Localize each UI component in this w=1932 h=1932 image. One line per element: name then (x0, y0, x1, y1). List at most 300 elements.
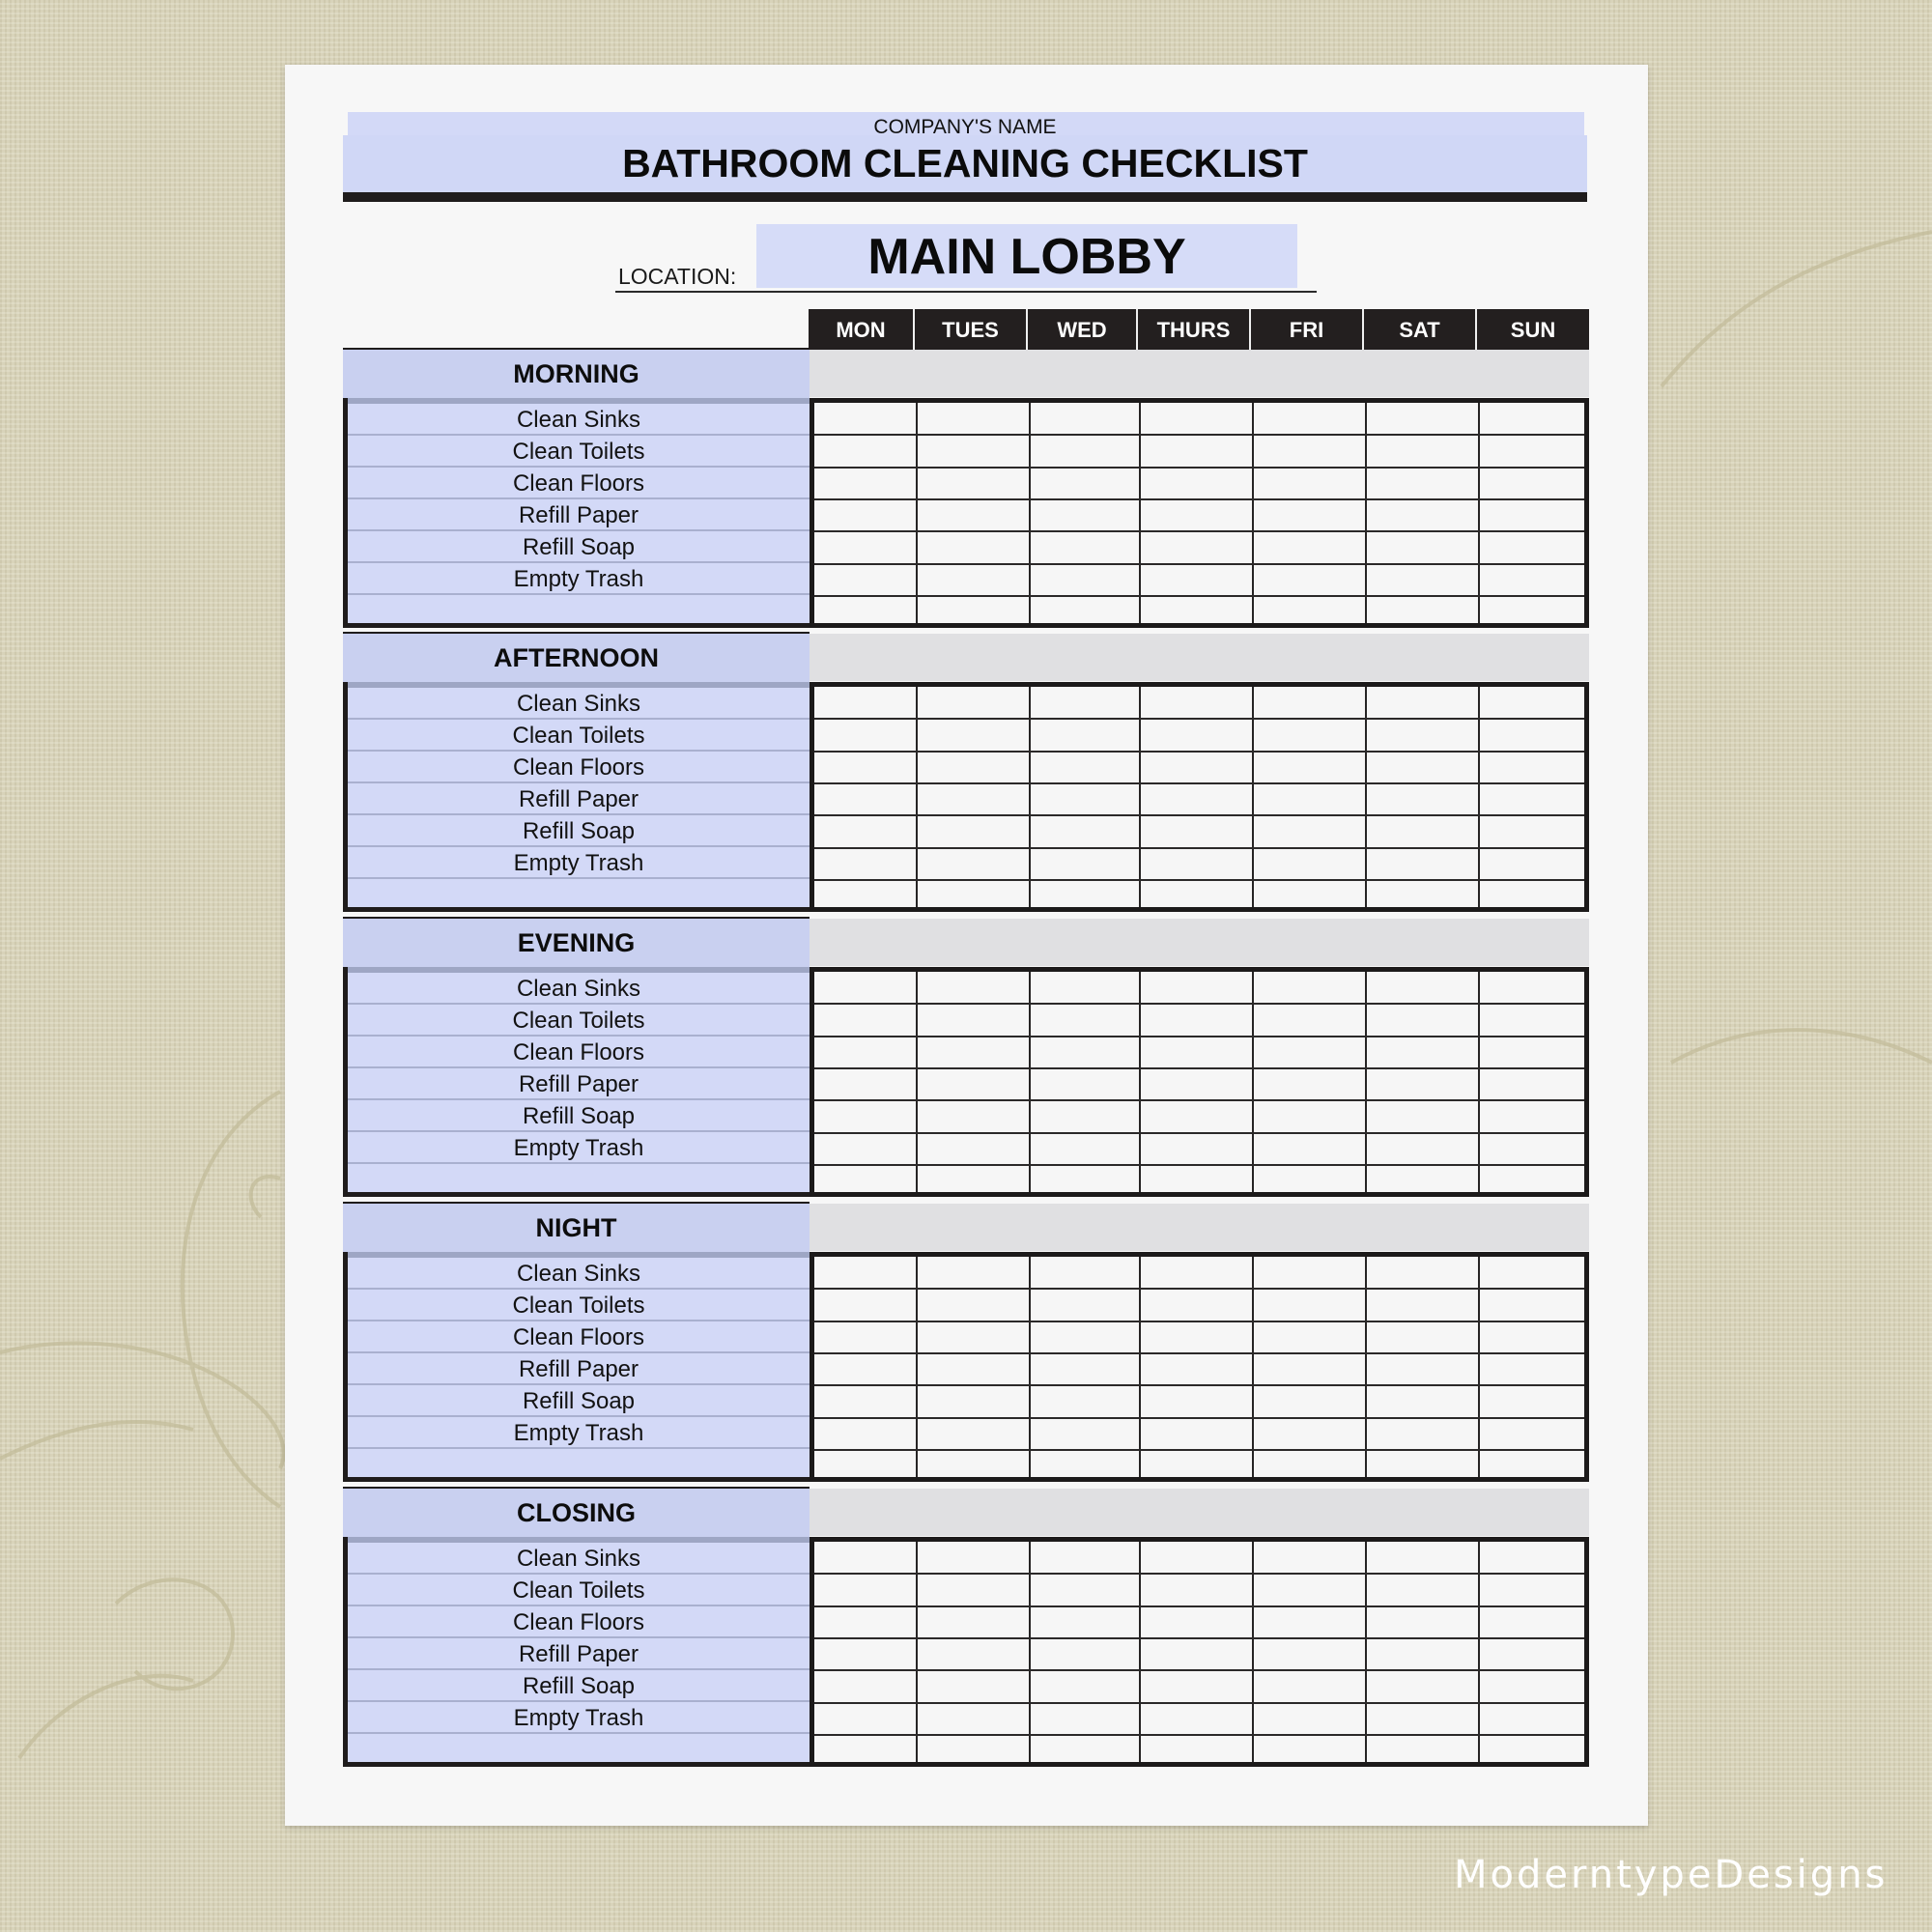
task-label: Clean Floors (348, 468, 810, 499)
check-cell-mon[interactable] (816, 565, 919, 594)
check-cell-tues[interactable] (918, 1543, 1027, 1572)
check-cell-fri[interactable] (1254, 597, 1363, 626)
check-cell-wed[interactable] (1031, 597, 1137, 626)
check-cell-mon[interactable] (816, 1639, 919, 1668)
check-cell-sun[interactable] (1480, 1005, 1577, 1034)
check-cell-mon[interactable] (816, 1704, 919, 1733)
check-cell-mon[interactable] (816, 753, 919, 781)
task-label-blank (348, 879, 810, 911)
check-cell-fri[interactable] (1254, 1166, 1363, 1195)
check-cell-thurs[interactable] (1141, 1704, 1250, 1733)
check-cell-wed[interactable] (1031, 1451, 1137, 1480)
check-cell-tues[interactable] (918, 881, 1027, 910)
check-cell-thurs[interactable] (1141, 1069, 1250, 1098)
task-label: Empty Trash (348, 847, 810, 879)
check-cell-wed[interactable] (1031, 1671, 1137, 1700)
location-field[interactable]: MAIN LOBBY (867, 229, 1186, 285)
check-cell-fri[interactable] (1254, 753, 1363, 781)
check-cell-sat[interactable] (1367, 1290, 1476, 1319)
check-cell-wed[interactable] (1031, 1704, 1137, 1733)
check-cell-thurs[interactable] (1141, 597, 1250, 626)
check-cell-sun[interactable] (1480, 784, 1577, 813)
check-cell-sat[interactable] (1367, 1069, 1476, 1098)
check-cell-wed[interactable] (1031, 1322, 1137, 1351)
task-label: Clean Toilets (348, 720, 810, 752)
check-cell-sun[interactable] (1480, 1354, 1577, 1383)
check-cell-fri[interactable] (1254, 1101, 1363, 1130)
check-cell-fri[interactable] (1254, 1322, 1363, 1351)
check-cell-thurs[interactable] (1141, 565, 1250, 594)
check-cell-mon[interactable] (816, 1451, 919, 1480)
check-cell-thurs[interactable] (1141, 500, 1250, 529)
check-cell-wed[interactable] (1031, 1037, 1137, 1066)
section-morning (343, 348, 1589, 630)
check-cell-fri[interactable] (1254, 973, 1363, 1002)
check-cell-tues[interactable] (918, 753, 1027, 781)
check-cell-tues[interactable] (918, 1354, 1027, 1383)
location-underline (615, 291, 1317, 293)
check-cell-wed[interactable] (1031, 784, 1137, 813)
check-cell-sun[interactable] (1480, 1290, 1577, 1319)
check-cell-wed[interactable] (1031, 881, 1137, 910)
task-label: Clean Sinks (348, 1543, 810, 1575)
task-label: Empty Trash (348, 1702, 810, 1734)
check-cell-tues[interactable] (918, 469, 1027, 497)
check-cell-tues[interactable] (918, 1134, 1027, 1163)
task-label: Clean Sinks (348, 973, 810, 1005)
check-grid (810, 682, 1589, 912)
company-name[interactable]: COMPANY'S NAME (873, 116, 1057, 138)
check-cell-mon[interactable] (816, 1543, 919, 1572)
task-label: Refill Soap (348, 1100, 810, 1132)
check-cell-wed[interactable] (1031, 1639, 1137, 1668)
check-cell-tues[interactable] (918, 1639, 1027, 1668)
check-cell-wed[interactable] (1031, 1258, 1137, 1287)
check-cell-wed[interactable] (1031, 849, 1137, 878)
check-cell-tues[interactable] (918, 1069, 1027, 1098)
check-cell-mon[interactable] (816, 1166, 919, 1195)
check-cell-fri[interactable] (1254, 500, 1363, 529)
check-cell-sun[interactable] (1480, 816, 1577, 845)
check-cell-sun[interactable] (1480, 1069, 1577, 1098)
check-cell-tues[interactable] (918, 720, 1027, 749)
check-cell-thurs[interactable] (1141, 881, 1250, 910)
check-cell-wed[interactable] (1031, 1736, 1137, 1765)
check-cell-tues[interactable] (918, 1607, 1027, 1636)
check-cell-sun[interactable] (1480, 1543, 1577, 1572)
day-header-tues: TUES (915, 309, 1028, 351)
check-cell-mon[interactable] (816, 1290, 919, 1319)
task-label: Clean Floors (348, 752, 810, 783)
check-cell-sat[interactable] (1367, 1736, 1476, 1765)
check-cell-sun[interactable] (1480, 688, 1577, 717)
section-afternoon (343, 632, 1589, 914)
check-cell-sun[interactable] (1480, 1166, 1577, 1195)
check-cell-thurs[interactable] (1141, 1290, 1250, 1319)
check-cell-mon[interactable] (816, 881, 919, 910)
check-cell-tues[interactable] (918, 436, 1027, 465)
check-cell-thurs[interactable] (1141, 1037, 1250, 1066)
check-cell-tues[interactable] (918, 1671, 1027, 1700)
check-cell-mon[interactable] (816, 1419, 919, 1448)
check-cell-thurs[interactable] (1141, 1639, 1250, 1668)
check-cell-sun[interactable] (1480, 753, 1577, 781)
check-cell-wed[interactable] (1031, 1005, 1137, 1034)
check-cell-thurs[interactable] (1141, 404, 1250, 433)
check-cell-mon[interactable] (816, 404, 919, 433)
header-divider-bar (343, 192, 1587, 202)
task-label: Refill Paper (348, 1353, 810, 1385)
check-cell-sat[interactable] (1367, 688, 1476, 717)
section-gray-band (810, 1204, 1589, 1251)
check-cell-sat[interactable] (1367, 1101, 1476, 1130)
check-cell-mon[interactable] (816, 532, 919, 561)
check-cell-mon[interactable] (816, 1322, 919, 1351)
check-cell-wed[interactable] (1031, 404, 1137, 433)
check-cell-tues[interactable] (918, 532, 1027, 561)
check-cell-wed[interactable] (1031, 1419, 1137, 1448)
check-cell-tues[interactable] (918, 1166, 1027, 1195)
check-cell-sat[interactable] (1367, 1704, 1476, 1733)
section-gray-band (810, 919, 1589, 966)
task-label: Clean Floors (348, 1606, 810, 1638)
check-cell-sun[interactable] (1480, 1639, 1577, 1668)
check-cell-tues[interactable] (918, 784, 1027, 813)
check-cell-sat[interactable] (1367, 1258, 1476, 1287)
check-cell-thurs[interactable] (1141, 1134, 1250, 1163)
check-cell-wed[interactable] (1031, 816, 1137, 845)
check-cell-tues[interactable] (918, 816, 1027, 845)
check-cell-fri[interactable] (1254, 881, 1363, 910)
check-cell-sat[interactable] (1367, 753, 1476, 781)
check-cell-sun[interactable] (1480, 1736, 1577, 1765)
check-cell-tues[interactable] (918, 1575, 1027, 1604)
check-cell-sat[interactable] (1367, 597, 1476, 626)
check-cell-sat[interactable] (1367, 1419, 1476, 1448)
check-cell-sat[interactable] (1367, 500, 1476, 529)
check-cell-fri[interactable] (1254, 784, 1363, 813)
check-cell-fri[interactable] (1254, 816, 1363, 845)
check-cell-fri[interactable] (1254, 849, 1363, 878)
section-gray-band (810, 634, 1589, 681)
check-cell-thurs[interactable] (1141, 1166, 1250, 1195)
check-cell-sat[interactable] (1367, 816, 1476, 845)
check-cell-sat[interactable] (1367, 1037, 1476, 1066)
check-cell-sat[interactable] (1367, 1005, 1476, 1034)
check-cell-sun[interactable] (1480, 532, 1577, 561)
check-cell-thurs[interactable] (1141, 816, 1250, 845)
section-title: AFTERNOON (494, 643, 659, 672)
check-cell-fri[interactable] (1254, 1607, 1363, 1636)
check-cell-mon[interactable] (816, 1354, 919, 1383)
check-cell-thurs[interactable] (1141, 753, 1250, 781)
check-cell-mon[interactable] (816, 1005, 919, 1034)
check-cell-sat[interactable] (1367, 1386, 1476, 1415)
check-cell-tues[interactable] (918, 1101, 1027, 1130)
check-cell-sun[interactable] (1480, 1258, 1577, 1287)
check-cell-sun[interactable] (1480, 1322, 1577, 1351)
check-cell-mon[interactable] (816, 849, 919, 878)
check-cell-tues[interactable] (918, 1005, 1027, 1034)
check-cell-thurs[interactable] (1141, 1607, 1250, 1636)
check-cell-mon[interactable] (816, 973, 919, 1002)
check-cell-tues[interactable] (918, 1451, 1027, 1480)
check-cell-sun[interactable] (1480, 1134, 1577, 1163)
check-cell-fri[interactable] (1254, 404, 1363, 433)
task-label: Clean Toilets (348, 1575, 810, 1606)
check-cell-thurs[interactable] (1141, 784, 1250, 813)
check-cell-thurs[interactable] (1141, 469, 1250, 497)
day-header-row (809, 309, 1589, 351)
check-cell-sat[interactable] (1367, 1354, 1476, 1383)
check-grid (810, 398, 1589, 628)
check-cell-mon[interactable] (816, 1386, 919, 1415)
task-label-blank (348, 1164, 810, 1196)
check-cell-fri[interactable] (1254, 1671, 1363, 1700)
check-cell-tues[interactable] (918, 597, 1027, 626)
task-label: Clean Sinks (348, 688, 810, 720)
check-cell-wed[interactable] (1031, 1575, 1137, 1604)
task-label: Refill Soap (348, 815, 810, 847)
task-label: Clean Toilets (348, 1005, 810, 1037)
check-cell-mon[interactable] (816, 720, 919, 749)
task-label: Refill Paper (348, 783, 810, 815)
check-cell-fri[interactable] (1254, 469, 1363, 497)
check-cell-sat[interactable] (1367, 1607, 1476, 1636)
check-cell-mon[interactable] (816, 688, 919, 717)
check-cell-sun[interactable] (1480, 565, 1577, 594)
check-cell-thurs[interactable] (1141, 1736, 1250, 1765)
check-cell-fri[interactable] (1254, 1543, 1363, 1572)
task-label: Clean Toilets (348, 1290, 810, 1321)
check-cell-thurs[interactable] (1141, 1258, 1250, 1287)
check-cell-thurs[interactable] (1141, 436, 1250, 465)
check-cell-mon[interactable] (816, 1069, 919, 1098)
check-cell-fri[interactable] (1254, 1639, 1363, 1668)
check-cell-thurs[interactable] (1141, 849, 1250, 878)
check-cell-sat[interactable] (1367, 565, 1476, 594)
task-label: Clean Floors (348, 1321, 810, 1353)
check-cell-wed[interactable] (1031, 1166, 1137, 1195)
check-cell-tues[interactable] (918, 1322, 1027, 1351)
check-cell-wed[interactable] (1031, 1101, 1137, 1130)
check-cell-thurs[interactable] (1141, 532, 1250, 561)
check-cell-wed[interactable] (1031, 1543, 1137, 1572)
check-cell-wed[interactable] (1031, 1386, 1137, 1415)
check-cell-tues[interactable] (918, 973, 1027, 1002)
check-cell-mon[interactable] (816, 500, 919, 529)
check-cell-fri[interactable] (1254, 1736, 1363, 1765)
section-closing (343, 1487, 1589, 1769)
check-cell-mon[interactable] (816, 1575, 919, 1604)
check-cell-sat[interactable] (1367, 720, 1476, 749)
check-cell-fri[interactable] (1254, 1386, 1363, 1415)
section-title: MORNING (513, 359, 639, 388)
check-cell-sat[interactable] (1367, 1575, 1476, 1604)
check-cell-sun[interactable] (1480, 1451, 1577, 1480)
check-cell-wed[interactable] (1031, 565, 1137, 594)
check-cell-sat[interactable] (1367, 1451, 1476, 1480)
check-cell-sun[interactable] (1480, 1575, 1577, 1604)
task-label-blank (348, 1734, 810, 1766)
check-cell-thurs[interactable] (1141, 1101, 1250, 1130)
check-cell-mon[interactable] (816, 469, 919, 497)
check-cell-tues[interactable] (918, 688, 1027, 717)
check-cell-sat[interactable] (1367, 881, 1476, 910)
check-cell-fri[interactable] (1254, 1290, 1363, 1319)
section-title: EVENING (517, 928, 636, 957)
check-cell-tues[interactable] (918, 1419, 1027, 1448)
check-cell-sun[interactable] (1480, 1037, 1577, 1066)
check-cell-fri[interactable] (1254, 1134, 1363, 1163)
check-cell-mon[interactable] (816, 436, 919, 465)
check-cell-sun[interactable] (1480, 1671, 1577, 1700)
check-cell-tues[interactable] (918, 404, 1027, 433)
check-cell-sun[interactable] (1480, 597, 1577, 626)
check-cell-sun[interactable] (1480, 469, 1577, 497)
check-cell-wed[interactable] (1031, 688, 1137, 717)
check-cell-fri[interactable] (1254, 532, 1363, 561)
check-cell-wed[interactable] (1031, 1069, 1137, 1098)
check-cell-wed[interactable] (1031, 1354, 1137, 1383)
check-cell-mon[interactable] (816, 1671, 919, 1700)
task-label-blank (348, 595, 810, 627)
check-cell-wed[interactable] (1031, 753, 1137, 781)
check-cell-sat[interactable] (1367, 1166, 1476, 1195)
check-cell-fri[interactable] (1254, 688, 1363, 717)
check-cell-mon[interactable] (816, 1258, 919, 1287)
check-cell-sun[interactable] (1480, 1419, 1577, 1448)
check-cell-sat[interactable] (1367, 784, 1476, 813)
check-cell-sun[interactable] (1480, 1101, 1577, 1130)
check-cell-tues[interactable] (918, 1258, 1027, 1287)
check-cell-tues[interactable] (918, 1290, 1027, 1319)
check-cell-fri[interactable] (1254, 1419, 1363, 1448)
check-cell-sun[interactable] (1480, 973, 1577, 1002)
check-cell-tues[interactable] (918, 1736, 1027, 1765)
check-cell-sun[interactable] (1480, 404, 1577, 433)
check-cell-thurs[interactable] (1141, 1575, 1250, 1604)
section-gray-band (810, 1489, 1589, 1536)
check-cell-thurs[interactable] (1141, 1419, 1250, 1448)
check-cell-fri[interactable] (1254, 1575, 1363, 1604)
check-cell-sun[interactable] (1480, 1607, 1577, 1636)
check-cell-sun[interactable] (1480, 436, 1577, 465)
check-cell-wed[interactable] (1031, 1290, 1137, 1319)
check-cell-fri[interactable] (1254, 436, 1363, 465)
check-cell-thurs[interactable] (1141, 720, 1250, 749)
check-cell-tues[interactable] (918, 500, 1027, 529)
check-cell-sat[interactable] (1367, 1322, 1476, 1351)
check-cell-sat[interactable] (1367, 1639, 1476, 1668)
check-cell-mon[interactable] (816, 816, 919, 845)
check-cell-mon[interactable] (816, 784, 919, 813)
check-cell-sat[interactable] (1367, 1671, 1476, 1700)
check-cell-wed[interactable] (1031, 973, 1137, 1002)
check-cell-thurs[interactable] (1141, 688, 1250, 717)
section-title: CLOSING (516, 1498, 636, 1527)
check-cell-thurs[interactable] (1141, 1322, 1250, 1351)
location-label: LOCATION: (618, 264, 737, 289)
check-cell-wed[interactable] (1031, 1134, 1137, 1163)
section-night (343, 1202, 1589, 1484)
task-label: Refill Soap (348, 1670, 810, 1702)
check-cell-fri[interactable] (1254, 1354, 1363, 1383)
check-cell-fri[interactable] (1254, 1704, 1363, 1733)
check-cell-sat[interactable] (1367, 1134, 1476, 1163)
check-cell-mon[interactable] (816, 1736, 919, 1765)
check-cell-sat[interactable] (1367, 1543, 1476, 1572)
check-cell-mon[interactable] (816, 597, 919, 626)
check-cell-thurs[interactable] (1141, 1671, 1250, 1700)
check-cell-thurs[interactable] (1141, 973, 1250, 1002)
check-cell-wed[interactable] (1031, 469, 1137, 497)
check-cell-sun[interactable] (1480, 1704, 1577, 1733)
check-cell-mon[interactable] (816, 1134, 919, 1163)
check-cell-tues[interactable] (918, 1037, 1027, 1066)
check-cell-fri[interactable] (1254, 565, 1363, 594)
check-cell-wed[interactable] (1031, 532, 1137, 561)
check-cell-sun[interactable] (1480, 881, 1577, 910)
check-cell-wed[interactable] (1031, 436, 1137, 465)
check-cell-wed[interactable] (1031, 500, 1137, 529)
section-evening (343, 917, 1589, 1199)
check-cell-fri[interactable] (1254, 1005, 1363, 1034)
check-cell-sun[interactable] (1480, 720, 1577, 749)
check-cell-sun[interactable] (1480, 1386, 1577, 1415)
check-grid (810, 1252, 1589, 1482)
check-cell-sun[interactable] (1480, 849, 1577, 878)
day-header-mon: MON (809, 309, 915, 351)
check-cell-mon[interactable] (816, 1037, 919, 1066)
section-title: NIGHT (535, 1213, 617, 1242)
task-label: Clean Floors (348, 1037, 810, 1068)
check-cell-wed[interactable] (1031, 720, 1137, 749)
check-cell-thurs[interactable] (1141, 1354, 1250, 1383)
check-cell-tues[interactable] (918, 1704, 1027, 1733)
task-label: Refill Paper (348, 1068, 810, 1100)
check-grid (810, 1537, 1589, 1767)
check-cell-mon[interactable] (816, 1607, 919, 1636)
task-label: Clean Toilets (348, 436, 810, 468)
check-cell-fri[interactable] (1254, 1258, 1363, 1287)
check-cell-sat[interactable] (1367, 404, 1476, 433)
check-cell-sat[interactable] (1367, 532, 1476, 561)
check-cell-fri[interactable] (1254, 1037, 1363, 1066)
check-cell-sat[interactable] (1367, 849, 1476, 878)
check-cell-thurs[interactable] (1141, 1451, 1250, 1480)
check-cell-fri[interactable] (1254, 1451, 1363, 1480)
check-cell-sun[interactable] (1480, 500, 1577, 529)
check-cell-sat[interactable] (1367, 973, 1476, 1002)
check-cell-thurs[interactable] (1141, 1005, 1250, 1034)
check-cell-tues[interactable] (918, 565, 1027, 594)
task-label: Empty Trash (348, 1132, 810, 1164)
check-cell-thurs[interactable] (1141, 1386, 1250, 1415)
check-cell-mon[interactable] (816, 1101, 919, 1130)
check-cell-tues[interactable] (918, 1386, 1027, 1415)
day-header-sun: SUN (1510, 318, 1556, 342)
day-header-wed: WED (1028, 309, 1138, 351)
check-cell-tues[interactable] (918, 849, 1027, 878)
check-cell-fri[interactable] (1254, 720, 1363, 749)
check-cell-fri[interactable] (1254, 1069, 1363, 1098)
brand-watermark: ModerntypeDesigns (1454, 1853, 1889, 1897)
check-cell-sat[interactable] (1367, 469, 1476, 497)
check-cell-wed[interactable] (1031, 1607, 1137, 1636)
check-cell-sat[interactable] (1367, 436, 1476, 465)
check-cell-thurs[interactable] (1141, 1543, 1250, 1572)
